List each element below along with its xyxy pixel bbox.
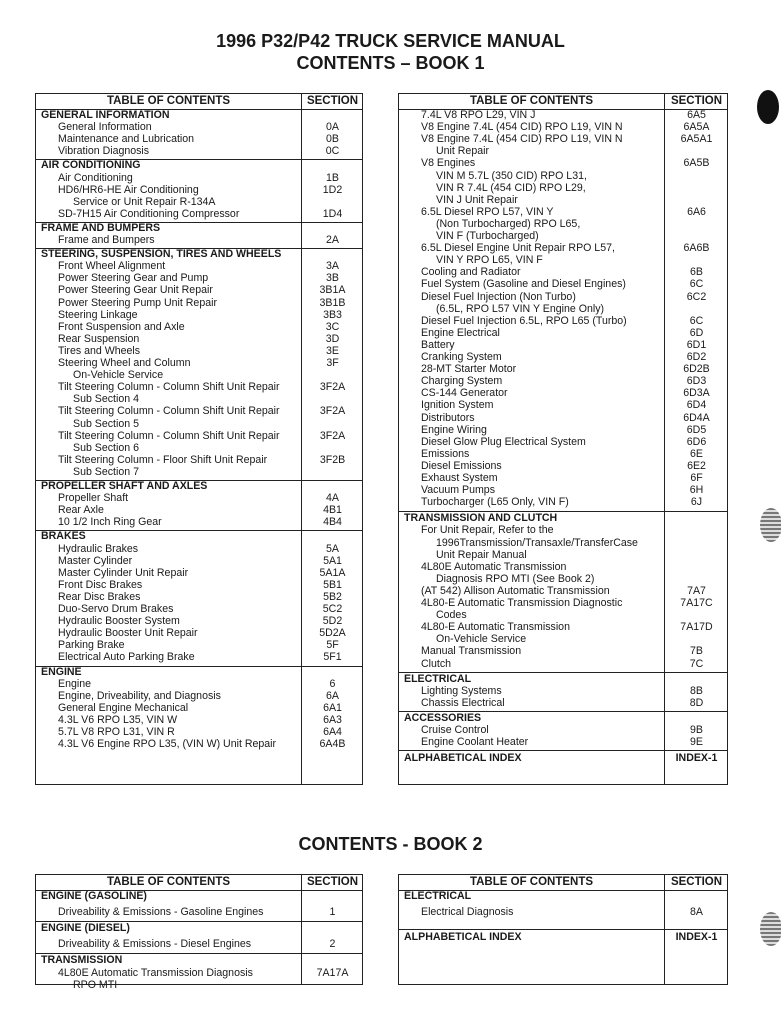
toc-item: Battery: [421, 338, 455, 351]
toc-item: Hydraulic Booster System: [58, 615, 180, 628]
section-code: 3B: [326, 272, 339, 285]
section-code: 6D4: [686, 399, 707, 412]
section-code: 6A4B: [319, 738, 346, 751]
group-title: GENERAL INFORMATION: [41, 109, 170, 121]
section-code: 9E: [690, 736, 703, 749]
toc-item-continued: On-Vehicle Service: [73, 369, 164, 382]
section-code: 6A1: [323, 701, 342, 714]
section-code: 8D: [689, 696, 704, 709]
toc-item-continued: Sub Section 4: [73, 393, 139, 406]
table-header: [36, 94, 362, 110]
section-code: 6D: [689, 326, 704, 339]
toc-item: For Unit Repair, Refer to the: [421, 524, 554, 537]
toc-item: V8 Engine 7.4L (454 CID) RPO L19, VIN N: [421, 121, 623, 134]
toc-item: CS-144 Generator: [421, 387, 508, 400]
toc-item: Air Conditioning: [58, 171, 133, 184]
book2-left-table: [35, 874, 363, 991]
toc-item: Electrical Auto Parking Brake: [58, 651, 195, 664]
toc-item: Rear Disc Brakes: [58, 590, 141, 603]
toc-item: Lighting Systems: [421, 684, 502, 697]
toc-item: Front Suspension and Axle: [58, 320, 185, 333]
row-divider: [399, 750, 727, 751]
book1-left-table: [35, 93, 363, 785]
section-code: 3A: [326, 260, 339, 273]
book1-title: CONTENTS – BOOK 1: [296, 53, 485, 73]
section-code: 1D2: [322, 183, 343, 196]
toc-item: General Information: [58, 121, 152, 134]
toc-item: Propeller Shaft: [58, 492, 129, 505]
section-code: 6C: [689, 314, 704, 327]
section-code: 6A5B: [683, 157, 710, 170]
section-header: SECTION: [306, 876, 359, 888]
toc-item: 4.3L V6 RPO L35, VIN W: [58, 713, 178, 726]
section-code: 5D2A: [319, 627, 346, 640]
toc-item: Clutch: [421, 657, 452, 670]
toc-item: Charging System: [421, 375, 503, 388]
toc-item: Cranking System: [421, 351, 502, 363]
section-code: 5A1A: [319, 566, 346, 579]
section-code: 0B: [326, 133, 339, 146]
toc-item-continued: Diagnosis RPO MTI (See Book 2): [436, 572, 595, 585]
section-code: 1: [329, 906, 336, 919]
section-code: 7A17D: [680, 621, 713, 634]
page-title: 1996 P32/P42 TRUCK SERVICE MANUAL: [216, 31, 565, 51]
row-divider: [399, 929, 727, 930]
section-code: 6A5A1: [680, 133, 713, 146]
section-code: 6J: [690, 496, 703, 509]
section-code: 0C: [325, 145, 340, 158]
section-code: 0A: [326, 121, 339, 134]
section-code: 3F2A: [319, 405, 346, 418]
section-code: 3C: [325, 320, 340, 333]
toc-item: Power Steering Gear Unit Repair: [58, 284, 213, 297]
section-code: 8B: [690, 684, 703, 697]
toc-header: TABLE OF CONTENTS: [469, 95, 594, 107]
toc-item-continued: Codes: [436, 609, 467, 622]
section-code: 5D2: [322, 615, 343, 628]
toc-item: Tilt Steering Column - Column Shift Unit Repair: [58, 429, 280, 442]
toc-item: 4L80-E Automatic Transmission Diagnostic: [421, 597, 623, 609]
section-code: 3B1B: [319, 296, 346, 309]
section-code: INDEX-1: [675, 931, 718, 944]
toc-item-continued: VIN F (Turbocharged): [436, 230, 539, 242]
section-code: 6A5: [687, 109, 706, 121]
group-title: ENGINE (GASOLINE): [41, 890, 147, 902]
toc-item: V8 Engines: [421, 157, 476, 170]
toc-item: Cruise Control: [421, 724, 489, 736]
toc-item: Maintenance and Lubrication: [58, 133, 195, 146]
toc-item: Tilt Steering Column - Floor Shift Unit Repair: [58, 453, 268, 466]
section-code: 3F: [326, 357, 339, 369]
section-code: 6D3: [686, 375, 707, 388]
toc-item: Vibration Diagnosis: [58, 145, 150, 158]
toc-item: Power Steering Pump Unit Repair: [58, 296, 217, 309]
toc-item: Rear Axle: [58, 504, 104, 517]
toc-item-continued: On-Vehicle Service: [436, 633, 527, 646]
toc-item: Engine Coolant Heater: [421, 736, 529, 749]
section-code: 6E: [690, 447, 703, 460]
section-code: 3B1A: [319, 284, 346, 297]
section-code: 6C2: [686, 290, 707, 303]
toc-item: Rear Suspension: [58, 332, 140, 345]
table-header: [399, 875, 727, 891]
toc-item: Master Cylinder Unit Repair: [58, 566, 189, 579]
group-title: ELECTRICAL: [404, 890, 472, 902]
section-code: 6A6B: [683, 242, 710, 255]
binder-hole: [760, 508, 781, 542]
toc-item-continued: Sub Section 5: [73, 417, 139, 430]
section-code: 6H: [689, 484, 704, 497]
book1-right-table: [398, 93, 728, 785]
section-code: 6A: [326, 689, 339, 702]
section-code: 5A: [326, 542, 339, 555]
section-code: 7B: [690, 645, 703, 658]
group-title: ENGINE: [41, 665, 82, 678]
toc-item: Fuel System (Gasoline and Diesel Engines): [421, 278, 626, 291]
section-code: 8A: [690, 906, 703, 919]
book2-title: CONTENTS - BOOK 2: [298, 834, 483, 854]
section-code: 4A: [326, 492, 339, 505]
section-code: 7C: [689, 657, 704, 670]
toc-item: 4.3L V6 Engine RPO L35, (VIN W) Unit Repair: [58, 738, 277, 751]
toc-item: Diesel Fuel Injection (Non Turbo): [421, 290, 576, 303]
toc-item: Front Wheel Alignment: [58, 260, 166, 273]
toc-item: Hydraulic Brakes: [58, 542, 139, 555]
section-code: 5A1: [323, 554, 342, 567]
group-title: AIR CONDITIONING: [41, 159, 141, 172]
group-title: ENGINE (DIESEL): [41, 922, 130, 935]
toc-item-continued: VIN Y RPO L65, VIN F: [436, 254, 543, 267]
toc-item: HD6/HR6-HE Air Conditioning: [58, 183, 199, 196]
toc-item: 7.4L V8 RPO L29, VIN J: [421, 109, 536, 121]
toc-item-continued: VIN R 7.4L (454 CID) RPO L29,: [436, 181, 586, 194]
section-code: 7A7: [687, 584, 706, 597]
group-title: PROPELLER SHAFT AND AXLES: [41, 480, 208, 492]
table-header: [36, 875, 362, 891]
toc-item-continued: RPO MTI: [73, 978, 118, 991]
section-code: 6D6: [686, 435, 707, 448]
toc-item-continued: (6.5L, RPO L57 VIN Y Engine Only): [436, 302, 605, 315]
toc-item-continued: (Non Turbocharged) RPO L65,: [436, 217, 581, 230]
section-code: 6C: [689, 278, 704, 291]
toc-item: 4L80-E Automatic Transmission: [421, 621, 570, 634]
group-title: BRAKES: [41, 530, 86, 543]
toc-item: Tires and Wheels: [58, 344, 141, 357]
toc-item: Emissions: [421, 447, 470, 460]
toc-item: Chassis Electrical: [421, 696, 505, 709]
toc-item: Vacuum Pumps: [421, 484, 495, 497]
toc-item: Diesel Glow Plug Electrical System: [421, 435, 586, 448]
toc-item: Ignition System: [421, 399, 494, 412]
section-code: INDEX-1: [675, 752, 718, 765]
section-code: 2: [329, 938, 336, 951]
toc-header: TABLE OF CONTENTS: [106, 876, 231, 888]
section-code: 6E2: [687, 459, 706, 472]
toc-item: Tilt Steering Column - Column Shift Unit Repair: [58, 405, 280, 418]
book2-right-table: [398, 874, 728, 985]
toc-item: Engine Electrical: [421, 326, 500, 339]
binder-hole: [757, 90, 779, 124]
section-code: 5B1: [323, 578, 342, 591]
section-code: 9B: [690, 724, 703, 736]
toc-item-continued: VIN J Unit Repair: [436, 193, 518, 206]
toc-item: 6.5L Diesel RPO L57, VIN Y: [421, 205, 554, 218]
section-code: 3E: [326, 344, 339, 357]
section-code: 6A3: [323, 713, 342, 726]
toc-item: Duo-Servo Drum Brakes: [58, 603, 174, 615]
toc-item-continued: Unit Repair Manual: [436, 548, 527, 561]
section-code: 6D2: [686, 351, 707, 363]
toc-item-continued: Service or Unit Repair R-134A: [73, 195, 216, 208]
group-title: ACCESSORIES: [404, 711, 482, 724]
section-code: 6D2B: [683, 363, 710, 376]
toc-item: SD-7H15 Air Conditioning Compressor: [58, 207, 240, 220]
section-code: 3B3: [323, 308, 342, 321]
toc-item: 10 1/2 Inch Ring Gear: [58, 516, 162, 529]
section-code: 6F: [690, 472, 703, 484]
section-code: 5C2: [322, 603, 343, 615]
section-code: 1D4: [322, 207, 343, 220]
toc-item: Steering Wheel and Column: [58, 357, 191, 369]
section-code: 4B1: [323, 504, 342, 517]
toc-item: Electrical Diagnosis: [421, 906, 514, 919]
section-code: 6D4A: [683, 411, 710, 424]
binder-hole: [760, 912, 781, 946]
toc-header: TABLE OF CONTENTS: [469, 876, 594, 888]
section-code: 5F: [326, 639, 339, 652]
group-title: FRAME AND BUMPERS: [41, 221, 161, 234]
section-header: SECTION: [670, 876, 723, 888]
toc-item: Distributors: [421, 411, 475, 424]
section-code: 7A17A: [316, 966, 349, 979]
section-code: 5B2: [323, 590, 342, 603]
toc-item: Hydraulic Booster Unit Repair: [58, 627, 198, 640]
section-code: 6D1: [686, 338, 707, 351]
group-title: TRANSMISSION AND CLUTCH: [404, 512, 558, 525]
toc-item: 5.7L V8 RPO L31, VIN R: [58, 726, 175, 738]
toc-item: Exhaust System: [421, 472, 498, 484]
section-header: SECTION: [670, 95, 723, 107]
section-code: 2A: [326, 234, 339, 246]
section-code: 3F2A: [319, 381, 346, 394]
toc-item: Diesel Emissions: [421, 459, 502, 472]
toc-item: V8 Engine 7.4L (454 CID) RPO L19, VIN N: [421, 133, 623, 146]
section-code: 6B: [690, 266, 703, 279]
toc-item: Cooling and Radiator: [421, 266, 521, 279]
alphabetical-index: ALPHABETICAL INDEX: [404, 931, 522, 944]
toc-item: Turbocharger (L65 Only, VIN F): [421, 496, 569, 509]
toc-item: Manual Transmission: [421, 645, 522, 658]
group-title: TRANSMISSION: [41, 954, 123, 967]
toc-item: Driveability & Emissions - Gasoline Engines: [58, 906, 264, 919]
toc-item-continued: Unit Repair: [436, 145, 489, 158]
section-code: 6A4: [323, 726, 342, 738]
section-code: 3F2A: [319, 429, 346, 442]
toc-item-continued: VIN M 5.7L (350 CID) RPO L31,: [436, 169, 587, 182]
toc-item: Power Steering Gear and Pump: [58, 272, 209, 285]
toc-item: 6.5L Diesel Engine Unit Repair RPO L57,: [421, 242, 615, 255]
toc-item: 4L80E Automatic Transmission: [421, 560, 567, 573]
alphabetical-index: ALPHABETICAL INDEX: [404, 752, 522, 765]
section-code: 6D3A: [683, 387, 710, 400]
toc-item: 4L80E Automatic Transmission Diagnosis: [58, 966, 253, 979]
toc-item: Tilt Steering Column - Column Shift Unit Repair: [58, 381, 280, 394]
section-code: 6A5A: [683, 121, 710, 134]
toc-item: Engine Wiring: [421, 423, 487, 436]
toc-item: Diesel Fuel Injection 6.5L, RPO L65 (Turbo): [421, 314, 627, 327]
toc-item: Front Disc Brakes: [58, 578, 143, 591]
toc-item: Master Cylinder: [58, 554, 133, 567]
section-code: 4B4: [323, 516, 342, 529]
toc-item: Steering Linkage: [58, 308, 138, 321]
group-title: STEERING, SUSPENSION, TIRES AND WHEELS: [41, 248, 282, 261]
toc-item-continued: Sub Section 6: [73, 441, 139, 454]
section-code: 6: [329, 677, 336, 690]
toc-item: Driveability & Emissions - Diesel Engines: [58, 938, 252, 951]
section-header: SECTION: [306, 95, 359, 107]
toc-header: TABLE OF CONTENTS: [106, 95, 231, 107]
toc-item: Engine: [58, 677, 91, 690]
toc-item-continued: 1996Transmission/Transaxle/TransferCase: [436, 536, 638, 549]
toc-item: (AT 542) Allison Automatic Transmission: [421, 584, 610, 597]
toc-item: Engine, Driveability, and Diagnosis: [58, 689, 221, 702]
section-code: 1B: [326, 171, 339, 184]
toc-item: General Engine Mechanical: [58, 701, 189, 714]
toc-item-continued: Sub Section 7: [73, 465, 139, 478]
toc-item: Parking Brake: [58, 639, 125, 652]
section-code: 5F1: [323, 651, 342, 664]
group-title: ELECTRICAL: [404, 672, 472, 685]
toc-item: 28-MT Starter Motor: [421, 363, 517, 376]
table-header: [399, 94, 727, 110]
section-code: 3F2B: [319, 453, 346, 466]
section-code: 6A6: [687, 205, 706, 218]
toc-item: Frame and Bumpers: [58, 234, 155, 246]
section-code: 3D: [325, 332, 340, 345]
section-code: 7A17C: [680, 597, 713, 609]
section-code: 6D5: [686, 423, 707, 436]
